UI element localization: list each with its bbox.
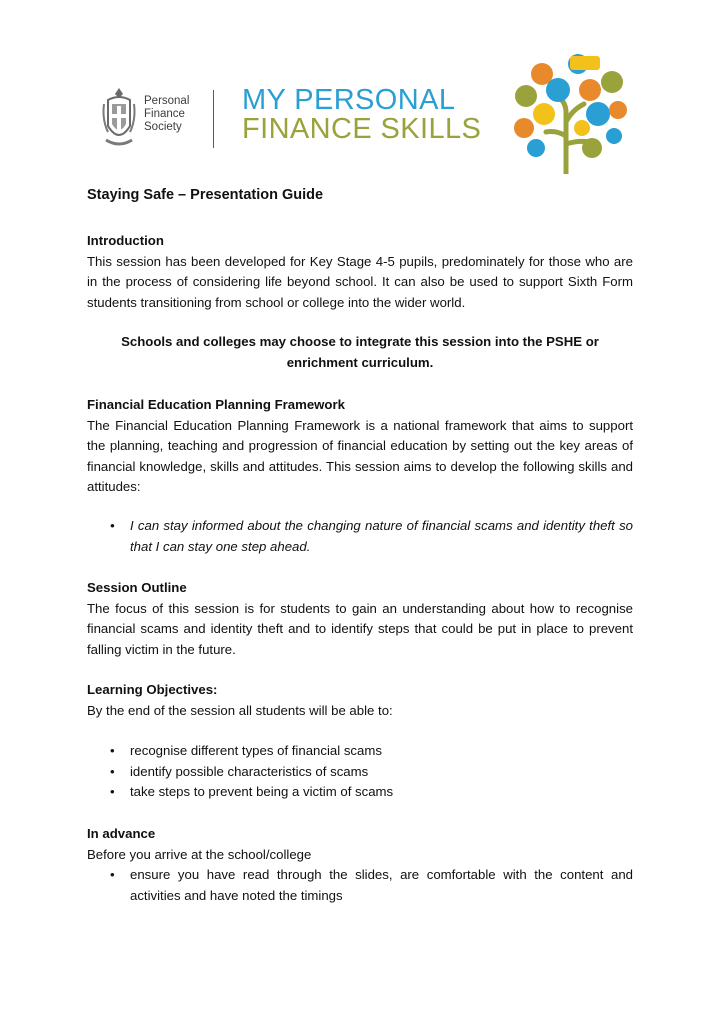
list-item xyxy=(87,865,633,906)
list-item xyxy=(87,762,633,783)
org-name-line: Finance xyxy=(144,108,185,120)
objectives-heading: Learning Objectives: xyxy=(87,682,218,697)
objectives-section xyxy=(87,680,633,721)
list-item-text: I can stay informed about the changing nature of financial scams and identity theft so that I can stay one step ahead. xyxy=(130,518,633,554)
list-item-text: ensure you have read through the slides, are comfortable with the content and activities and have noted the timings xyxy=(130,867,633,903)
org-name xyxy=(144,95,189,134)
objectives-bullets xyxy=(87,741,633,803)
logo-divider xyxy=(213,90,214,148)
outline-body: The focus of this session is for students to gain an understanding about how to recognise financial scams and identity theft and to identify steps that could be put in place to prevent falling victim in the future. xyxy=(87,600,633,657)
bullet-icon: • xyxy=(110,518,115,533)
objectives-intro: By the end of the session all students will be able to: xyxy=(87,702,393,718)
advance-section xyxy=(87,824,633,906)
list-item xyxy=(87,516,633,557)
list-item xyxy=(87,741,633,762)
money-tree-icon xyxy=(508,52,628,174)
list-item-text: recognise different types of financial scams xyxy=(130,743,382,758)
introduction-heading: Introduction xyxy=(87,233,164,248)
outline-section xyxy=(87,578,633,660)
org-name-line: Personal xyxy=(144,95,190,107)
bullet-icon: • xyxy=(110,763,115,779)
pfs-logo xyxy=(100,86,210,150)
bullet-icon: • xyxy=(110,867,115,882)
integration-note xyxy=(87,332,633,373)
list-item-text: identify possible characteristics of scams xyxy=(130,763,369,779)
page-header xyxy=(0,0,720,180)
program-title-line2: FINANCE SKILLS xyxy=(242,113,482,145)
org-name-line: Society xyxy=(144,121,182,133)
document-title: Staying Safe – Presentation Guide xyxy=(87,187,324,203)
bullet-icon: • xyxy=(110,743,115,758)
crest-icon xyxy=(100,86,138,150)
framework-heading: Financial Education Planning Framework xyxy=(87,397,345,412)
framework-body: The Financial Education Planning Framework is a national framework that aims to support the planning, teaching and progression of financial education by setting out the key areas of financial knowledge, skills and attitudes. This session aims to develop the following skills and attitudes: xyxy=(87,417,633,494)
list-item xyxy=(87,782,633,803)
advance-heading: In advance xyxy=(87,826,156,841)
introduction-body: This session has been developed for Key Stage 4-5 pupils, predominately for those who are in the process of considering life beyond school. It can also be used to support Sixth Form students transitioning from school or college into the wider world. xyxy=(87,253,633,310)
program-title xyxy=(242,86,481,144)
framework-bullets xyxy=(87,516,633,557)
integration-note-text: Schools and colleges may choose to integrate this session into the PSHE or enrichment curriculum. xyxy=(121,334,599,370)
list-item-text: take steps to prevent being a victim of scams xyxy=(130,784,394,799)
program-title-line1: MY PERSONAL xyxy=(242,84,456,116)
framework-section xyxy=(87,395,633,498)
advance-intro: Before you arrive at the school/college xyxy=(87,846,312,862)
outline-heading: Session Outline xyxy=(87,580,187,595)
bullet-icon: • xyxy=(110,784,115,799)
introduction-section xyxy=(87,231,633,313)
